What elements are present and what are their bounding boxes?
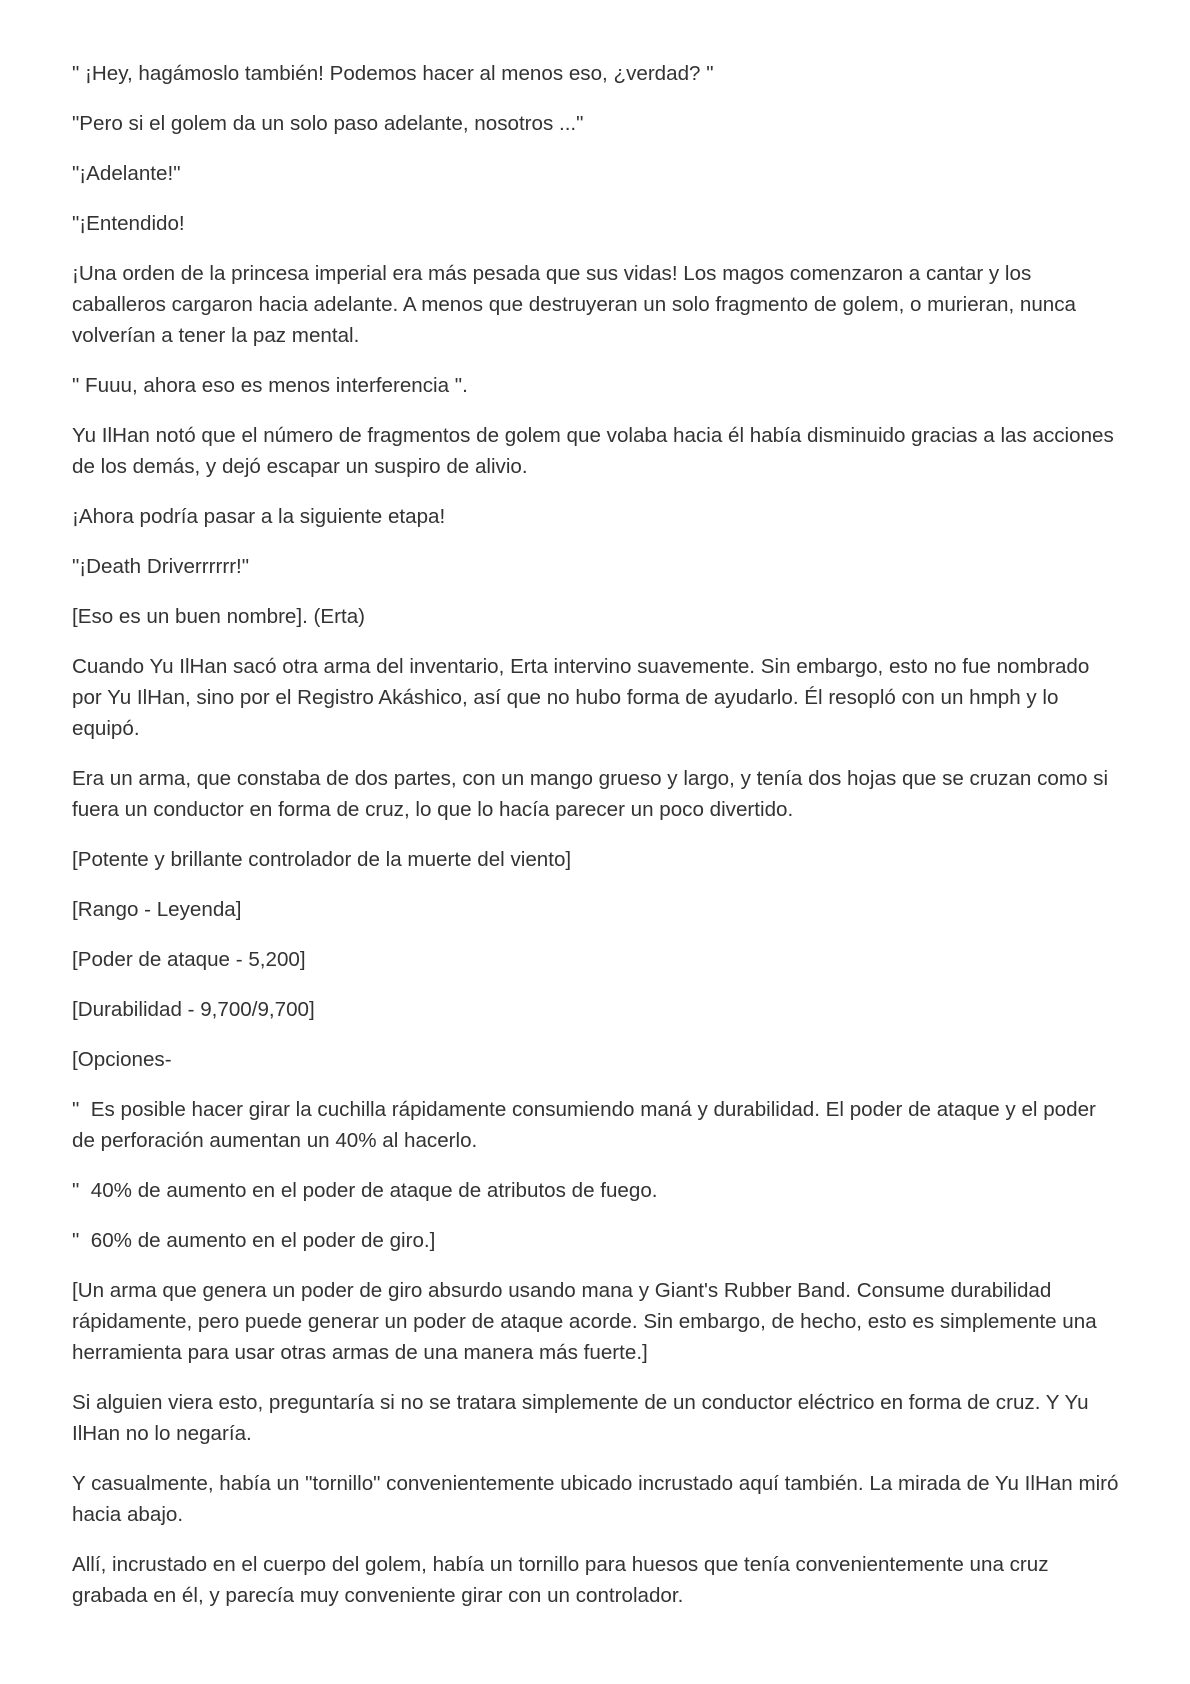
item-durability: [Durabilidad - 9,700/9,700] [72,998,315,1021]
item-attack-power: [Poder de ataque - 5,200] [72,948,306,971]
paragraph-23: Y casualmente, había un "tornillo" convenientemente ubicado incrustado aquí también. La mirada de Yu IlHan miró hacia abajo. [72,1472,1125,1526]
item-rank: [Rango - Leyenda] [72,898,242,921]
paragraph-9: "¡Death Driverrrrrr!" [72,555,250,578]
paragraph-24: Allí, incrustado en el cuerpo del golem, había un tornillo para huesos que tenía convenientemente una cruz grabada en él, y parecía muy conveniente girar con un controlador. [72,1553,1055,1607]
paragraph-4: "¡Entendido! [72,212,185,235]
paragraph-5: ¡Una orden de la princesa imperial era más pesada que sus vidas! Los magos comenzaron a cantar y los caballeros cargaron hacia adelante. A menos que destruyeran un solo fragmento de golem, o murieran, nunca volverían a tener la paz mental. [72,262,1082,347]
paragraph-3: "¡Adelante!" [72,162,181,185]
paragraph-6: " Fuuu, ahora eso es menos interferencia ". [72,374,468,397]
item-name: [Potente y brillante controlador de la muerte del viento] [72,848,572,871]
item-description: [Un arma que genera un poder de giro absurdo usando mana y Giant's Rubber Band. Consume durabilidad rápidamente, pero puede generar un poder de ataque acorde. Sin embargo, de hecho, esto es simplemente una herramienta para usar otras armas de una manera más fuerte.] [72,1279,1103,1364]
paragraph-1: " ¡Hey, hagámoslo también! Podemos hacer al menos eso, ¿verdad? " [72,62,714,85]
item-option-3: " 60% de aumento en el poder de giro.] [72,1229,436,1252]
paragraph-22: Si alguien viera esto, preguntaría si no se tratara simplemente de un conductor eléctrico en forma de cruz. Y Yu IlHan no lo negaría. [72,1391,1095,1445]
paragraph-7: Yu IlHan notó que el número de fragmentos de golem que volaba hacia él había disminuido gracias a las acciones de los demás, y dejó escapar un suspiro de alivio. [72,424,1120,478]
item-option-2: " 40% de aumento en el poder de ataque de atributos de fuego. [72,1179,658,1202]
paragraph-2: "Pero si el golem da un solo paso adelante, nosotros ..." [72,112,584,135]
item-option-1: " Es posible hacer girar la cuchilla rápidamente consumiendo maná y durabilidad. El poder de ataque y el poder de perforación aumentan un 40% al hacerlo. [72,1098,1102,1152]
paragraph-11: Cuando Yu IlHan sacó otra arma del inventario, Erta intervino suavemente. Sin embargo, esto no fue nombrado por Yu IlHan, sino por el Registro Akáshico, así que no hubo forma de ayudarlo. Él resopló con un hmph y lo equipó. [72,655,1096,740]
paragraph-12: Era un arma, que constaba de dos partes, con un mango grueso y largo, y tenía dos hojas que se cruzan como si fuera un conductor en forma de cruz, lo que lo hacía parecer un poco divertido. [72,767,1114,821]
paragraph-8: ¡Ahora podría pasar a la siguiente etapa! [72,505,446,528]
paragraph-10: [Eso es un buen nombre]. (Erta) [72,605,366,628]
item-options-header: [Opciones- [72,1048,172,1071]
document-page [72,58,1125,1630]
